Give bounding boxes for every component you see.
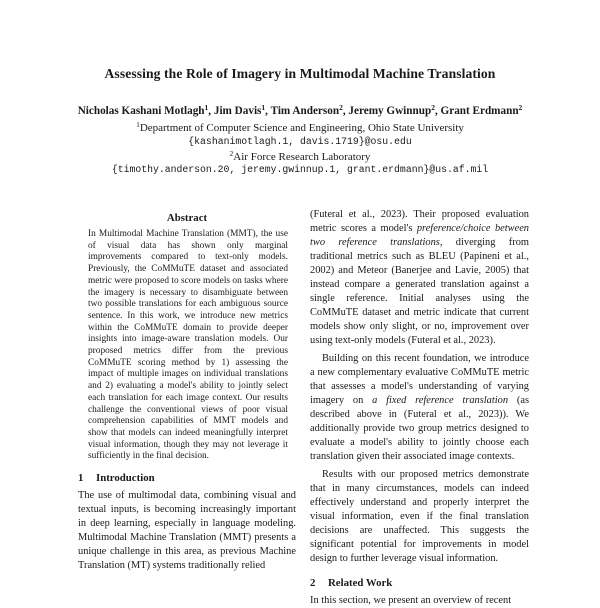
affiliation-2: $^2$Air Force Research Laboratory xyxy=(229,149,371,163)
abstract-text: In Multimodal Machine Translation (MMT), the use of visual data has shown only marginal improvements compared to text-only models. Previously, the CoMMuTE dataset and associated metric were proposed to score models on tasks where the imagery is necessary to disambiguate between two possible translations for each ambiguous source sentence. In this work, we introduce new metrics within the CoMMuTE domain to provide deeper insights into image-aware translation models. Our proposed metrics differ from the previous CoMMuTE scoring method by 1) assessing the impact of multiple images on individual translations and 2) evaluating a model's ability to jointly select each translation for each image context. Our results challenge the conventional views of poor visual comprehension capabilities of MMT models and show that models can indeed meaningfully interpret visual information, though they may not leverage it sufficiently in the final decision. xyxy=(88,229,288,462)
paper-title: Assessing the Role of Imagery in Multimodal Machine Translation xyxy=(104,66,496,81)
section-heading-introduction: 1 Introduction xyxy=(78,472,155,485)
author: Grant Erdmann$^2$ xyxy=(440,103,523,117)
affiliation-1: $^1$Department of Computer Science and Engineering, Ohio State University xyxy=(136,120,464,134)
author: Nicholas Kashani Motlagh$^1$, xyxy=(77,103,214,117)
right-column xyxy=(310,208,529,608)
related-work-text: In this section, we present an overview of recent xyxy=(310,595,512,606)
paragraph: (Futeral et al., 2023). Their proposed evaluation metric scores a model's preference/choice between two reference translations, diverging from traditional metrics such as BLEU (Papineni et al., 2002) and Meteor (Banerjee and Lavie, 2005) that instead compare a generated translation against a single reference. Initial analyses using the CoMMuTE dataset and metric indicate that current models show only slight, or no, improvement over using text-only models (Futeral et al., 2023). xyxy=(310,209,529,346)
author: Tim Anderson$^2$, xyxy=(270,103,349,117)
author: Jeremy Gwinnup$^2$, xyxy=(348,103,441,117)
section-heading-related-work: 2 Related Work xyxy=(310,577,393,589)
left-column xyxy=(78,212,296,573)
paragraph: Building on this recent foundation, we introduce a new complementary evaluative CoMMuTE metric that assesses a model's understanding of varying imagery on a fixed reference translation (as described above in (Futeral et al., 2023)). We additionally provide two group metrics designed to evaluate a model's ability to jointly choose each translation given their associated image contexts. xyxy=(310,353,529,462)
paragraph: Results with our proposed metrics demonstrate that in many circumstances, models can indeed effectively understand and properly interpret the visual information, even if the final translation decisions are unaffected. This suggests the significant potential for improvements in model design to further leverage visual information. xyxy=(310,469,529,564)
author-list xyxy=(0,103,600,117)
email-2: {timothy.anderson.20, jeremy.gwinnup.1, grant.erdmann}@us.af.mil xyxy=(111,164,489,175)
abstract-heading: Abstract xyxy=(166,212,208,224)
introduction-text: The use of multimodal data, combining visual and textual inputs, is becoming increasingly important in deep learning, especially in language modeling. Multimodal Machine Translation (MMT) presents a unique challenge in this area, as previous Machine Translation (MT) systems traditionally relied xyxy=(78,490,296,572)
author: Jim Davis$^1$, xyxy=(213,103,271,117)
email-1: {kashanimotlagh.1, davis.1719}@osu.edu xyxy=(188,136,412,147)
